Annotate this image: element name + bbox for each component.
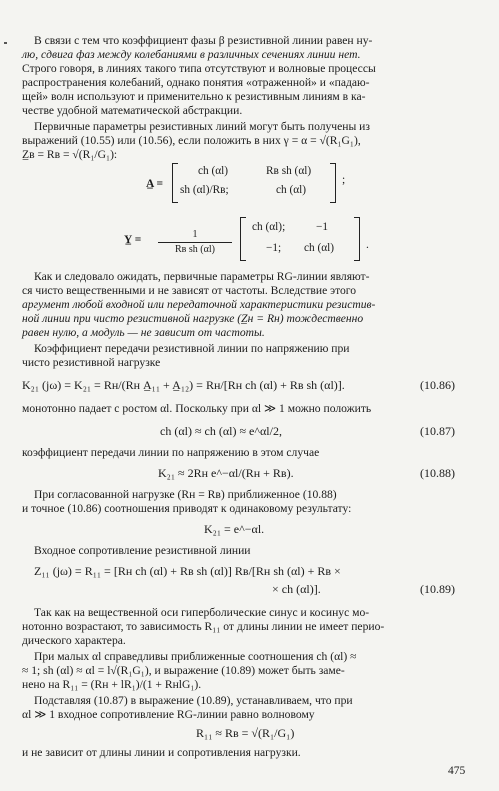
text-line: При малых αl справедливы приближенные соотношения ch (αl) ≈ xyxy=(34,650,357,663)
text-line: Коэффициент передачи резистивной линии по напряжению при xyxy=(34,342,350,355)
text-line: αl ≫ 1 входное сопротивление RG-линии равно волновому xyxy=(22,708,315,721)
matrix-y-fraction xyxy=(158,229,232,256)
text-line: В связи с тем что коэффициент фазы β резистивной линии равен ну- xyxy=(34,34,373,47)
fraction-bar xyxy=(158,242,232,243)
text-line: монотонно падает с ростом αl. Поскольку при αl ≫ 1 можно положить xyxy=(22,402,372,415)
page-number: 475 xyxy=(448,765,466,777)
text-line: щей» волн используют и применительно к резистивным линиям в ка- xyxy=(22,90,366,103)
equation-10-87: ch (αl) ≈ ch (αl) ≈ e^αl/2, xyxy=(160,424,282,438)
equation-number: (10.87) xyxy=(420,424,455,438)
matrix-cell: −1 xyxy=(316,221,329,233)
fraction-denominator: Rв sh (αl) xyxy=(175,244,215,255)
text-line: Как и следовало ожидать, первичные параметры RG-линии являют- xyxy=(34,270,370,283)
text-line: При согласованной нагрузке (Rн = Rв) приближенное (10.88) xyxy=(34,488,337,501)
text-line: и точное (10.86) соотношения приводят к одинаковому результату: xyxy=(22,502,352,515)
matrix-cell: −1; xyxy=(266,242,282,254)
text-line: Строго говоря, в линиях такого типа отсутствуют и волновые процессы xyxy=(22,62,376,75)
matrix-cell: sh (αl)/Rв; xyxy=(180,184,229,196)
matrix-cell: ch (αl); xyxy=(252,221,286,233)
text-line: выражений (10.55) или (10.56), если положить в них γ = α = √(R₁G₁), xyxy=(22,134,361,147)
equation-10-86: K₂₁ (jω) = K₂₁ = Rн/(Rн A̲₁₁ + A̲₁₂) = Rн/[Rн ch (αl) + Rв sh (αl)]. xyxy=(22,378,345,392)
text-line: нотонно возрастают, то зависимость R₁₁ от длины линии не имеет перио- xyxy=(22,620,385,633)
text-line: ся чисто вещественными и не зависят от частоты. Вследствие этого xyxy=(22,284,357,297)
matrix-tail: ; xyxy=(342,174,346,186)
equation-wave-resistance: R₁₁ ≈ Rв = √(R₁/G₁) xyxy=(196,726,295,740)
text-line: и не зависит от длины линии и сопротивления нагрузки. xyxy=(22,746,301,759)
margin-mark xyxy=(4,42,7,44)
matrix-cell: ch (αl) xyxy=(198,165,229,177)
text-line: нено на R₁₁ = (Rн + lR₁)/(1 + RнlG₁). xyxy=(22,678,202,691)
text-line: Входное сопротивление резистивной линии xyxy=(34,544,251,557)
right-bracket xyxy=(354,217,360,261)
matrix-cell: ch (αl) xyxy=(276,184,307,196)
equation-number: (10.89) xyxy=(420,582,455,596)
equation-10-89-line2: × ch (αl)]. xyxy=(272,582,321,596)
left-bracket xyxy=(240,217,246,261)
text-line: Так как на вещественной оси гиперболические синус и косинус мо- xyxy=(34,606,370,619)
matrix-cell: ch (αl) xyxy=(304,242,335,254)
equation-number: (10.88) xyxy=(420,466,455,480)
text-line: лю, сдвига фаз между колебаниями в различных сечениях линии нет. xyxy=(22,48,361,61)
equation-number: (10.86) xyxy=(420,378,455,392)
right-bracket xyxy=(330,163,336,203)
text-line: дического характера. xyxy=(22,634,126,647)
left-bracket xyxy=(172,163,178,203)
equation-matched: K₂₁ = e^−αl. xyxy=(204,522,265,536)
fraction-numerator: 1 xyxy=(192,229,198,240)
text-line: равен нулю, а модуль — не зависит от частоты. xyxy=(22,326,265,339)
text-line: распространения колебаний, однако понятия «отраженной» и «падаю- xyxy=(22,76,370,89)
text-line: ≈ 1; sh (αl) ≈ αl = l√(R₁G₁), и выражение (10.89) может быть заме- xyxy=(22,664,345,677)
equation-10-89-line1: Z₁₁ (jω) = R₁₁ = [Rн ch (αl) + Rв sh (αl)] Rв/[Rн sh (αl) + Rв × xyxy=(34,564,341,578)
matrix-tail: . xyxy=(366,239,369,251)
matrix-cell: Rв sh (αl) xyxy=(266,165,312,177)
text-line: честве удобной математической абстракции. xyxy=(22,104,243,117)
text-line: аргумент любой входной или передаточной характеристики резистив- xyxy=(22,298,376,311)
text-line: ной линии при чисто резистивной нагрузке (Z̲н = Rн) тождественно xyxy=(22,312,364,325)
text-line: Z̲в = Rв = √(R₁/G₁): xyxy=(22,148,118,161)
text-line: Первичные параметры резистивных линий могут быть получены из xyxy=(34,120,370,133)
matrix-y-label: Y̲ = xyxy=(124,234,142,246)
matrix-a-label: A̲ = xyxy=(146,178,164,190)
equation-10-88: K₂₁ ≈ 2Rн e^−αl/(Rн + Rв). xyxy=(158,466,294,480)
text-line: Подставляя (10.87) в выражение (10.89), устанавливаем, что при xyxy=(34,694,353,707)
text-line: коэффициент передачи линии по напряжению в этом случае xyxy=(22,446,320,459)
text-line: чисто резистивной нагрузке xyxy=(22,356,161,369)
